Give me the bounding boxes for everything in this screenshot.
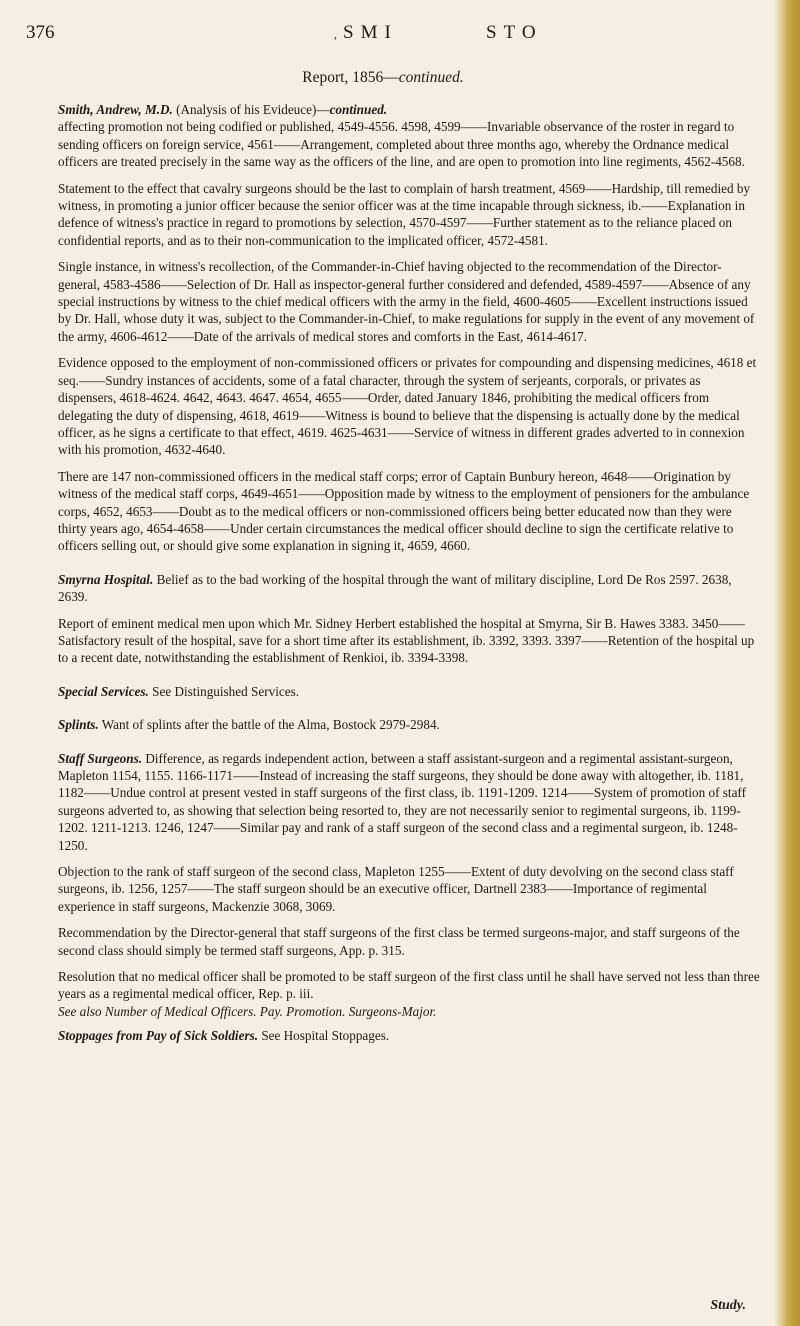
entry-paragraph: Report of eminent medical men upon which Mr. Sidney Herbert established the hospital at Smyrna, Sir B. Hawes 3383. 3450——Satisfactory result of the hospital, save for a short time after its establishment, ib. 3392, 3393. 3397——Retention of the hospital up to a recent date, notwithstanding the establishment of Renkioi, ib. 3394-3398.: [58, 615, 755, 666]
entry-paragraph: There are 147 non-commissioned officers in the medical staff corps; error of Captain Bunbury hereon, 4648——Origination by witness of the medical staff corps, 4649-4651——Opposition made by witness to the employment of pensioners for the ambulance corps, 4652, 4653——Doubt as to the medical officers or non-commissioned officers being better educated now than they were thirty years ago, 4654-4658——Under certain circumstances the medical officer should decline to sign the certificate relative to officers selling out, or should give some explanation in signing it, 4659, 4660.: [58, 468, 750, 554]
entry-paragraph: Recommendation by the Director-general that staff surgeons of the first class be termed surgeons-major, and staff surgeons of the second class should simply be termed staff surgeons, App. p. 315.: [58, 925, 740, 958]
index-content: [58, 101, 760, 1052]
entry-head: Special Services.: [58, 683, 149, 699]
headword-left-text: SMI: [343, 22, 398, 43]
entry-head: Staff Surgeons.: [58, 750, 143, 766]
entry-special-services: [58, 683, 760, 700]
entry-paragraph: Statement to the effect that cavalry surgeons should be the last to complain of harsh treatment, 4569——Hardship, till remedied by witness, in promoting a junior officer because the senior officer was at the time incapable through sickness, ib.——Explanation in defence of witness's practice in regard to promotions by selection, 4570-4597——Further statement as to the reliance placed on confidential reports, and as to their non-communication to the implicated officer, 4572-4581.: [58, 180, 751, 248]
entry-paragraph: [58, 571, 760, 606]
running-head: [26, 22, 766, 52]
entry-paragraph: [58, 716, 760, 733]
entry-smith-andrew: [58, 101, 760, 555]
entry-splints: [58, 716, 760, 733]
entry-qualifier-italic: continued.: [329, 102, 388, 117]
entry-text: Difference, as regards independent action, between a staff assistant-surgeon and a regimental assistant-surgeon, Mapleton 1154, 1155. 1166-1171——Instead of increasing the staff surgeons, they should be done away with altogether, ib. 1181, 1182——Undue control at present vested in staff surgeons of the first class, ib. 1191-1209. 1214——System of promotion of staff surgeons adverted to, as showing that selection being resorted to, they are not necessarily senior to regimental surgeons, ib. 1199-1202. 1211-1213. 1246, 1247——Similar pay and rank of a staff surgeon of the second class and a regimental surgeon, ib. 1248-1250.: [58, 750, 746, 853]
report-heading: Report, 1856—continued.: [302, 69, 464, 86]
entry-paragraph: See also Number of Medical Officers. Pay. Promotion. Surgeons-Major.: [58, 1003, 437, 1019]
entry-paragraph: Evidence opposed to the employment of non-commissioned officers or privates for compounding and dispensing medicines, 4618 et seq.——Sundry instances of accidents, some of a fatal character, through the system of serjeants, corporals, or privates as dispensers, 4618-4624. 4642, 4643. 4647. 4654, 4655——Order, dated January 1846, prohibiting the medical officers from delegating the duty of dispensing, 4618, 4619——Witness is bound to believe that the dispensing is actually done by the medical officer, as he signs a certificate to that effect, 4619. 4625-4631——Service of witness in different grades adverted to in connexion with his promotion, 4632-4640.: [58, 355, 757, 458]
entry-paragraph: Single instance, in witness's recollection, of the Commander-in-Chief having objected to the recommendation of the Director-general, 4583-4586——Selection of Dr. Hall as inspector-general further considered and defended, 4589-4597——Absence of any special instructions by witness to the chief medical officers with the army in the field, 4600-4605——Excellent instructions issued by Dr. Hall, whose duty it was, subject to the Commander-in-Chief, to make regulations for supply in the event of any movement of the army, 4606-4612——Date of the arrivals of medical stores and comforts in the East, 4614-4617.: [58, 259, 755, 344]
entry-smyrna-hospital: [58, 571, 760, 667]
gilt-page-edge: [774, 0, 800, 1326]
entry-paragraph: [58, 750, 760, 854]
entry-paragraph: [58, 1027, 760, 1044]
entry-paragraph: affecting promotion not being codified or published, 4549-4556. 4598, 4599——Invariable observance of the roster in regard to sending officers on foreign service, 4561——Arrangement, completed about three months ago, whereby the Ordnance medical officers are treated precisely in the same way as the officers of the line, and are open to promotion into line regiments, 4562-4568.: [58, 119, 745, 170]
headword-separator: ,: [334, 27, 337, 41]
entry-paragraph: Resolution that no medical officer shall be promoted to be staff surgeon of the first class until he shall have served not less than three years as a regimental medical officer, Rep. p. iii.: [58, 969, 760, 1002]
entry-text: See Hospital Stoppages.: [261, 1028, 390, 1044]
entry-text: See Distinguished Services.: [152, 683, 299, 699]
headword-left: [334, 22, 398, 44]
entry-paragraph: Objection to the rank of staff surgeon of the second class, Mapleton 1255——Extent of duty devolving on the second class staff surgeons, ib. 1256, 1257——The staff surgeon should be an executive officer, Dartnell 2383——Importance of regimental experience in staff surgeons, Mackenzie 3068, 3069.: [58, 864, 734, 914]
entry-paragraph: [58, 101, 760, 118]
page-number: 376: [26, 22, 55, 43]
entry-paragraph: [58, 683, 760, 700]
entry-text: Belief as to the bad working of the hospital through the want of military discipline, Lord De Ros 2597. 2638, 2639.: [58, 571, 732, 605]
entry-stoppages: [58, 1027, 760, 1044]
catchword: Study.: [710, 1298, 746, 1313]
headword-right: STO: [486, 22, 543, 43]
entry-qualifier: (Analysis of his Evideuce)—: [172, 102, 330, 117]
entry-head: Smith, Andrew, M.D.: [58, 102, 173, 117]
entry-staff-surgeons: [58, 750, 760, 1021]
entry-head: Smyrna Hospital.: [58, 571, 154, 587]
entry-head: Splints.: [58, 717, 99, 733]
entry-head: Stoppages from Pay of Sick Soldiers.: [58, 1028, 259, 1044]
entry-text: Want of splints after the battle of the Alma, Bostock 2979-2984.: [101, 717, 440, 733]
